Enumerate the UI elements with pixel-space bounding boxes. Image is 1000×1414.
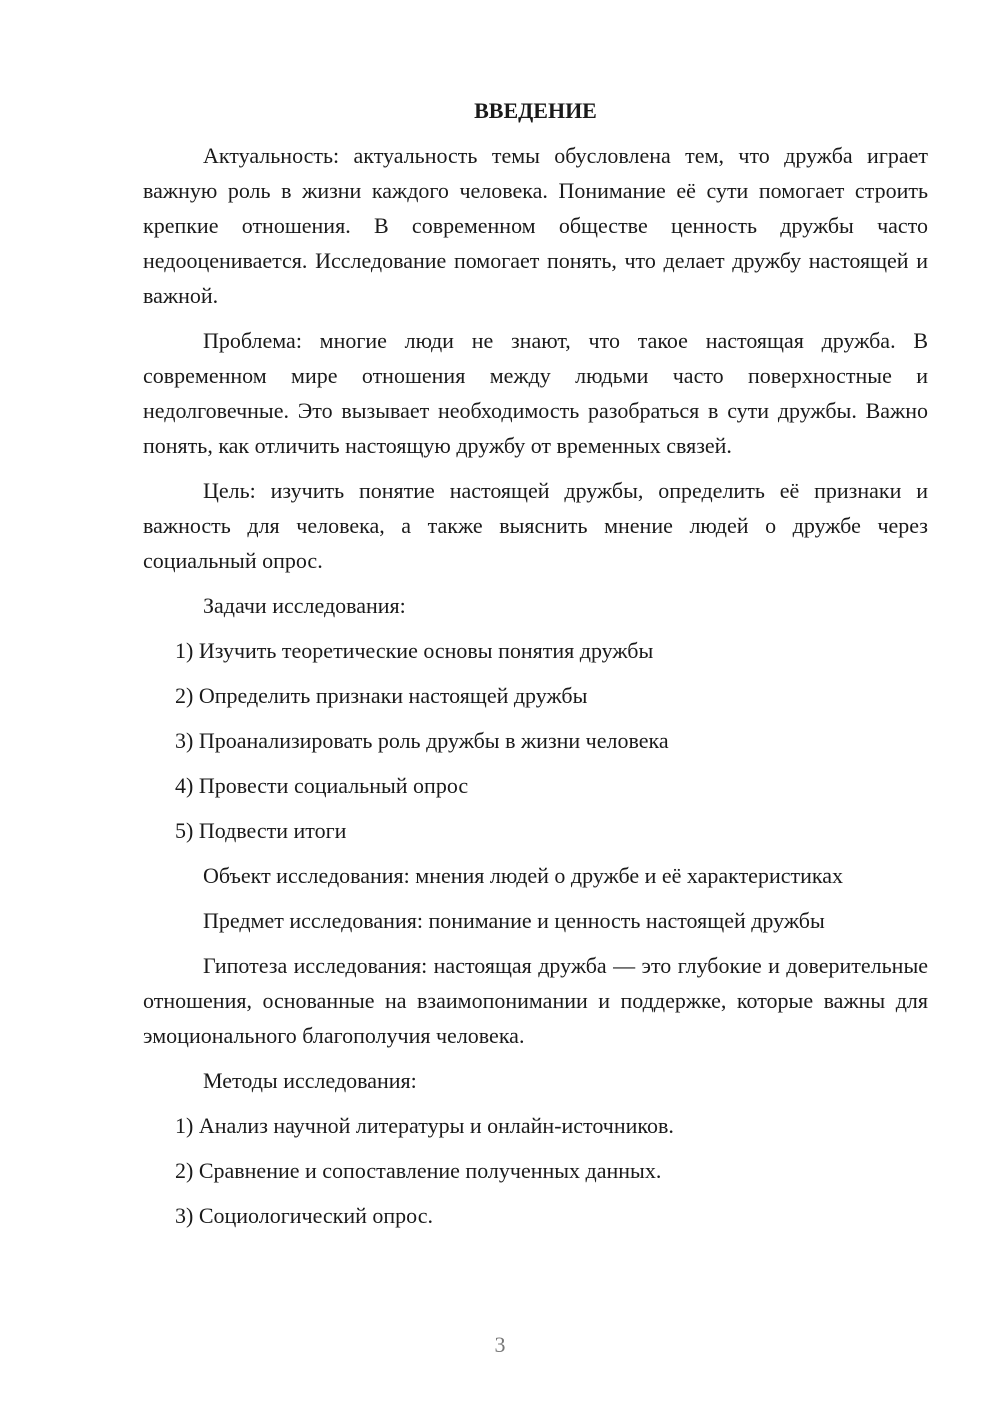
hypothesis-paragraph: Гипотеза исследования: настоящая дружба — это глубокие и доверительные отношения, основанные на взаимопонимании и поддержке, которые важны для эмоционального благополучия человека.	[143, 953, 928, 1048]
list-item: 2) Определить признаки настоящей дружбы	[175, 683, 588, 708]
methods-heading: Методы исследования:	[203, 1068, 417, 1093]
tasks-list	[143, 633, 928, 848]
document-page	[143, 94, 928, 1243]
tasks-heading: Задачи исследования:	[203, 593, 406, 618]
list-item: 1) Анализ научной литературы и онлайн-источников.	[175, 1113, 674, 1138]
list-item: 4) Провести социальный опрос	[175, 773, 469, 798]
page-number: 3	[494, 1332, 506, 1357]
list-item: 1) Изучить теоретические основы понятия дружбы	[175, 638, 654, 663]
page-title: ВВЕДЕНИЕ	[474, 98, 597, 123]
subject-line: Предмет исследования: понимание и ценность настоящей дружбы	[203, 908, 825, 933]
methods-list	[143, 1108, 928, 1233]
list-item: 3) Социологический опрос.	[175, 1203, 433, 1228]
list-item: 3) Проанализировать роль дружбы в жизни человека	[175, 728, 669, 753]
object-line: Объект исследования: мнения людей о дружбе и её характеристиках	[203, 863, 843, 888]
problem-paragraph: Проблема: многие люди не знают, что такое настоящая дружба. В современном мире отношения между людьми часто поверхностные и недолговечные. Это вызывает необходимость разобраться в сути дружбы. Важно понять, как отличить настоящую дружбу от временных связей.	[143, 328, 928, 458]
relevance-paragraph: Актуальность: актуальность темы обусловлена тем, что дружба играет важную роль в жизни каждого человека. Понимание её сути помогает строить крепкие отношения. В современном обществе ценность дружбы часто недооценивается. Исследование помогает понять, что делает дружбу настоящей и важной.	[143, 143, 928, 308]
list-item: 5) Подвести итоги	[175, 818, 347, 843]
list-item: 2) Сравнение и сопоставление полученных данных.	[175, 1158, 662, 1183]
goal-paragraph: Цель: изучить понятие настоящей дружбы, определить её признаки и важность для человека, а также выяснить мнение людей о дружбе через социальный опрос.	[143, 478, 928, 573]
